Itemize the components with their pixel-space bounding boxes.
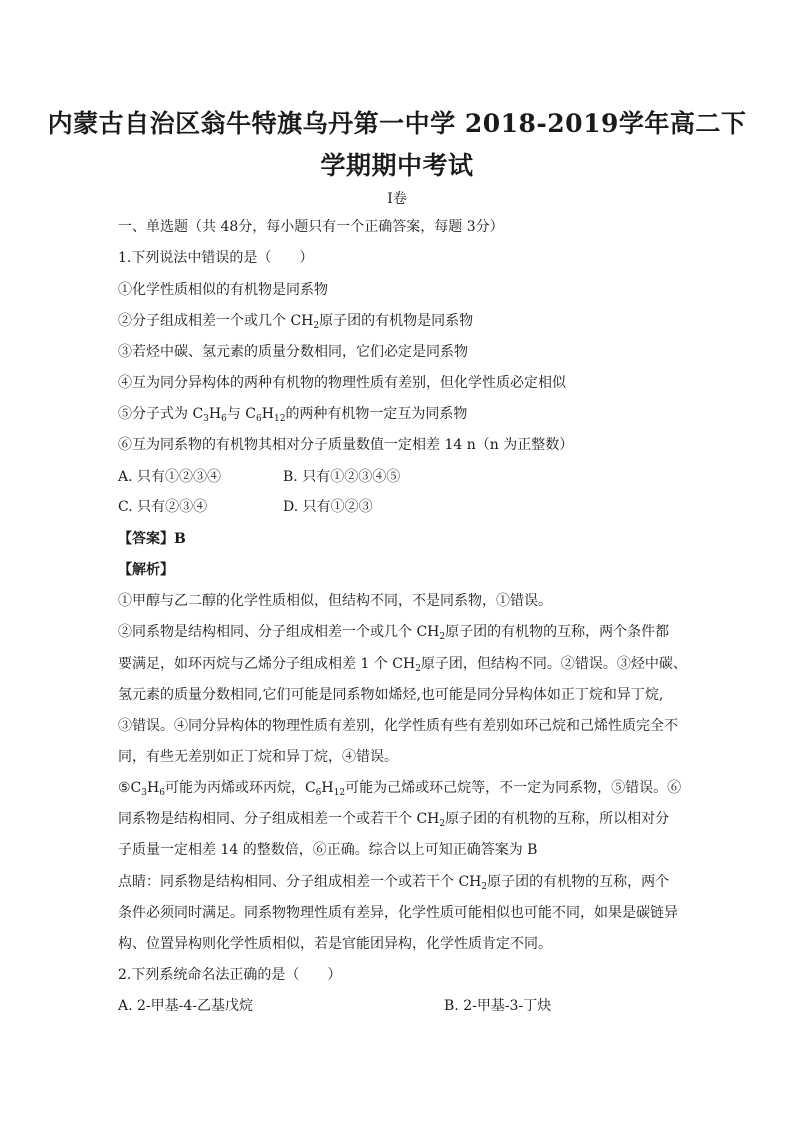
section-label: I卷 xyxy=(387,191,407,207)
q1-statement-2: ②分子组成相差一个或几个 $CH_2$原子团的有机物是同系物 xyxy=(118,313,474,331)
q1-statement-1: ①化学性质相似的有机物是同系物 xyxy=(118,282,328,298)
q1-answer: 【答案】B xyxy=(118,531,186,547)
q2-stem: 2.下列系统命名法正确的是（ ） xyxy=(118,967,342,983)
q1-option-d: D. 只有①②③ xyxy=(283,499,373,515)
q1-analysis-1: ①甲醇与乙二醇的化学性质相似，但结构不同，不是同系物，①错误。 xyxy=(118,593,552,609)
q1-analysis-2-line3: 氢元素的质量分数相同,它们可能是同系物如烯烃,也可能是同分异构体如正丁烷和异丁烷, xyxy=(118,687,664,703)
q1-option-c: C. 只有②③④ xyxy=(118,499,208,515)
q1-option-a: A. 只有①②③④ xyxy=(118,469,222,485)
part-heading: 一、单选题（共 48分，每小题只有一个正确答案，每题 3分） xyxy=(118,219,504,235)
q1-analysis-label: 【解析】 xyxy=(118,562,174,578)
doc-title-line2: 学期期中考试 xyxy=(320,151,474,180)
q1-analysis-3-line3: 子质量一定相差 14 的整数倍，⑥正确。综合以上可知正确答案为 B xyxy=(118,842,538,858)
q1-analysis-2-line1: ②同系物是结构相同、分子组成相差一个或几个 $CH_2$原子团的有机物的互称，两个条件都 xyxy=(118,624,670,642)
q1-tip-line3: 构、位置异构则化学性质相似，若是官能团异构，化学性质肯定不同。 xyxy=(118,936,552,952)
q1-statement-3: ③若烃中碳、氢元素的质量分数相同，它们必定是同系物 xyxy=(118,344,468,360)
q2-option-b: B. 2-甲基-3-丁炔 xyxy=(444,998,552,1014)
q1-analysis-2-line5: 同，有些无差别如正丁烷和异丁烷，④错误。 xyxy=(118,749,398,765)
q1-stem: 1.下列说法中错误的是（ ） xyxy=(118,250,314,266)
q1-statement-4: ④互为同分异构体的两种有机物的物理性质有差别，但化学性质必定相似 xyxy=(118,375,566,391)
q1-tip-line1: 点睛：同系物是结构相同、分子组成相差一个或若干个 $CH_2$原子团的有机物的互称，两个 xyxy=(118,874,670,892)
q1-statement-6: ⑥互为同系物的有机物其相对分子质量数值一定相差 14 n（n 为正整数） xyxy=(118,437,574,453)
q1-option-b: B. 只有①②③④⑤ xyxy=(283,469,401,485)
q1-tip-line2: 条件必须同时满足。同系物物理性质有差异，化学性质可能相似也可能不同，如果是碳链异 xyxy=(118,905,678,921)
q1-statement-5: ⑤分子式为 $C_3H_6$与 $C_6H_{12}$的两种有机物一定互为同系物 xyxy=(118,406,468,424)
q1-analysis-3-line2: 同系物是结构相同、分子组成相差一个或若干个 $CH_2$原子团的有机物的互称，所以相对分 xyxy=(118,811,670,829)
q1-analysis-3-line1: $⑤C_3H_6$可能为丙烯或环丙烷，$C_6H_{12}$可能为己烯或环己烷等，不一定为同系物，⑤错误。⑥ xyxy=(118,780,682,798)
q1-analysis-2-line4: ③错误。④同分异构体的物理性质有差别，化学性质有些有差别如环己烷和己烯性质完全不 xyxy=(118,718,678,734)
q1-analysis-2-line2: 要满足，如环丙烷与乙烯分子组成相差 1 个 $CH_2$原子团，但结构不同。②错误。③烃中碳、 xyxy=(118,656,687,674)
q2-option-a: A. 2-甲基-4-乙基戊烷 xyxy=(118,998,254,1014)
doc-title-line1: 内蒙古自治区翁牛特旗乌丹第一中学 2018-2019学年高二下 xyxy=(47,109,747,138)
